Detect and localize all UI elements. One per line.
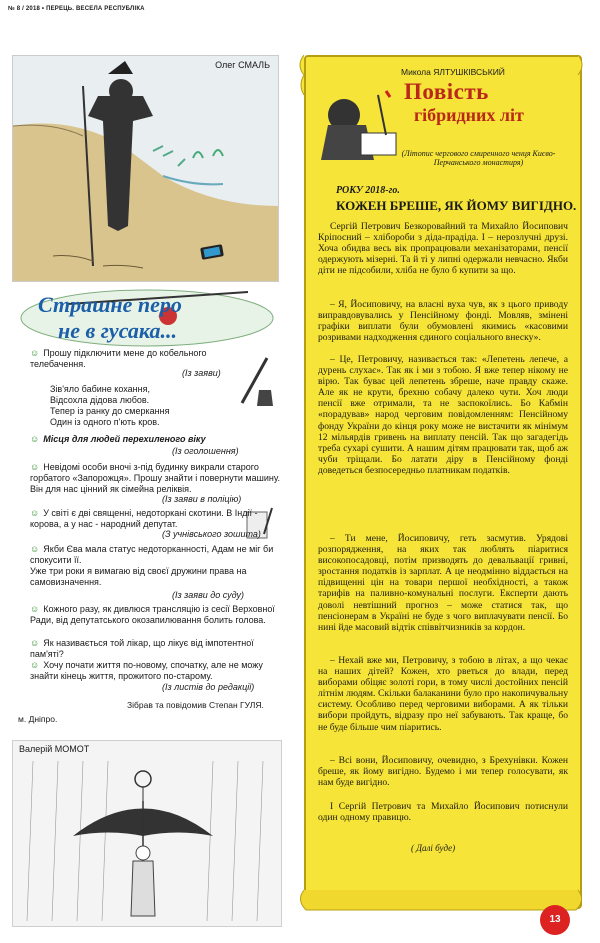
list-item: ☺ У світі є дві священні, недоторкані скотини. В Індії - корова, а у нас - народний депутат. bbox=[30, 508, 258, 529]
list-item: ☺ Якби Єва мала статус недоторканності, Адам не міг би спокусити її. Уже три роки я вимагаю від своєї дружини права на самовизначення. bbox=[30, 544, 274, 587]
monk-scribe-icon bbox=[316, 85, 401, 165]
smiley-icon: ☺ bbox=[30, 660, 40, 670]
poem-line: Відсохла дідова любов. bbox=[50, 395, 150, 405]
smiley-icon: ☺ bbox=[30, 638, 40, 648]
story-paragraph: І Сергій Петрович та Михайло Йосипович потиснули один одному правицю. bbox=[318, 801, 568, 824]
smiley-icon: ☺ bbox=[30, 604, 40, 614]
smiley-icon: ☺ bbox=[30, 508, 40, 518]
item-source: (Із заяви в поліцію) bbox=[162, 494, 242, 504]
story-title-line1: Повість bbox=[404, 79, 489, 104]
humor-title-line1: Страшне перо bbox=[38, 292, 182, 317]
humor-title bbox=[18, 286, 276, 348]
story-paragraph: – Це, Петровичу, називається так: «Лепетень лепече, а дурень слухає». Так як і ми з тобою. Я вже тепер нікому не вірю. Так буває цей лепетень збреше, наче правду скаже. Але як не крути, брехню собачу далеко чути. Хоч люди пенсії вже отримали, та не заспокоїлись. Бо Кабмін «порадував» народ черговим повідомленням: Пенсійному фонду України до кінця року може не вистачити як мінімум 12 мільярдів гривень на виплату пенсій. Так що загадегідь треба сухарі сушити. А нашим дітям працювати так, щоб аж чуби тріщали. Бо латати діру в Пенсійному фонді доведеться безпосередньо платникам податків. bbox=[318, 354, 568, 476]
inkpot-icon bbox=[237, 348, 277, 408]
item-source: (З учнівського зошита) bbox=[162, 529, 261, 539]
list-item: ☺ Кожного разу, як дивлюся трансляцію із сесії Верховної Ради, від депутатського окозапилювання болить голова. bbox=[30, 604, 275, 625]
smiley-icon: ☺ bbox=[30, 544, 40, 554]
poem-line: Тепер із ранку до смеркання bbox=[50, 406, 170, 416]
list-item: ☺ Невідомі особи вночі з-під будинку викрали старого горбатого «Запорожця». Прошу знайти і повернути машину. Він для нас цінний як сімейна реліквія. bbox=[30, 462, 280, 494]
story-scroll bbox=[296, 45, 586, 920]
poem-line: Один із одного п'ють кров. bbox=[50, 417, 160, 427]
story-paragraph: – Нехай вже ми, Петровичу, з тобою в літах, а що чекає на наших дітей? Кожен, хто рветься до влади, перед виборами обіцяє золоті гори, в тому числі достойних пенсій літнім людям. Скільки балаканини було про накопичувальну систему. Особливо перед черговими виборами. А як тільки вибори пройдуть, відразу про неї забувають. Так краще, бо не буде більше чим піаритись. bbox=[318, 655, 568, 733]
story-paragraph: – Ти мене, Йосиповичу, геть засмутив. Урядові розпорядження, на яких так люблять піаритися високопосадовці, потім призводять до девальвації гривні, зростання податків із зарплат. А це неодмінно віддається на підвищенні цін на товари першої необхідності, а також тарифів на паливно-комунальні послуги. Експерти дають доволі невтішний прогноз – може статися так, що пенсіонерам в Україні не буде з чого виплачувати пенсії. Бо нині йде масовий відтік співвітчизників за кордон. bbox=[318, 533, 568, 633]
story-paragraph: – Всі вони, Йосиповичу, очевидно, з Брехунівки. Кожен бреше, як йому вигідно. Будемо і ми тепер голосувати, як нам буде вигідно. bbox=[318, 755, 568, 789]
page-number: 13 bbox=[540, 905, 570, 935]
humor-section bbox=[12, 286, 280, 726]
poem-line: Зів'яло бабине кохання, bbox=[50, 384, 150, 394]
cartoon-author: Олег СМАЛЬ bbox=[215, 60, 270, 70]
cartoon-umbrella-drawing bbox=[13, 741, 281, 926]
cartoon-author: Валерій МОМОТ bbox=[19, 744, 90, 754]
scroll-edges bbox=[296, 45, 586, 920]
story-heading: КОЖЕН БРЕШЕ, ЯК ЙОМУ ВИГІДНО. bbox=[336, 198, 577, 213]
story-title-line2: гібридних літ bbox=[414, 105, 524, 125]
list-item: ☺ Як називається той лікар, що лікує від імпотентної пам'яті? bbox=[30, 638, 254, 659]
page-header: № 8 / 2018 • ПЕРЕЦЬ. ВЕСЕЛА РЕСПУБЛІКА bbox=[8, 6, 145, 12]
item-source: (Із оголошення) bbox=[172, 446, 239, 456]
to-be-continued: ( Далі буде) bbox=[411, 843, 456, 853]
humor-title-graphic bbox=[18, 286, 276, 348]
compiled-by: Зібрав та повідомив Степан ГУЛЯ. bbox=[127, 700, 264, 710]
list-item: ☺ Прошу підключити мене до кобельного телебачення. bbox=[30, 348, 207, 369]
smiley-icon: ☺ bbox=[30, 348, 40, 358]
city: м. Дніпро. bbox=[18, 714, 58, 724]
story-subtitle: (Літопис чергового смиренного ченця Києво-Перчанського монастиря) bbox=[401, 149, 556, 167]
item-source: (Із заяви до суду) bbox=[172, 590, 245, 600]
cartoon-pilgrim bbox=[12, 55, 279, 282]
list-item: ☺ Хочу почати життя по-новому, спочатку, але не можу знайти кінець життя, прожитого по-старому. bbox=[30, 660, 263, 681]
story-paragraph: – Я, Йосиповичу, на власні вуха чув, як з цього приводу виправдовувались у Пенсійному фонді. Мовляв, змінені графіки виплати були обумовлені якимись «касовими розривами надходження єдиного соціального внеску». bbox=[318, 299, 568, 344]
item-source: (Із листів до редакції) bbox=[162, 682, 255, 692]
cartoon-umbrella bbox=[12, 740, 282, 927]
story-paragraph: Сергій Петрович Безкоровайний та Михайло Йосипович Кріпосний – хлібороби з діда-прадіда. І – нерозлучні друзі. Хоча обидва весь вік пропрацювали механізаторами, пенсії одержують мізерні. Та й ті у липні одержали невчасно. Якби діти не підсобили, хліба не було б купити за що. bbox=[318, 221, 568, 277]
smiley-icon: ☺ bbox=[30, 462, 40, 472]
story-author: Микола ЯЛТУШКІВСЬКИЙ bbox=[401, 67, 505, 77]
cartoon-pilgrim-drawing bbox=[13, 56, 278, 281]
list-item: ☺ Місця для людей перехиленого віку bbox=[30, 434, 206, 444]
humor-title-line2: не в гусака... bbox=[58, 318, 177, 343]
smiley-icon: ☺ bbox=[30, 434, 40, 444]
story-year: РОКУ 2018-го. bbox=[336, 185, 400, 196]
item-source: (Із заяви) bbox=[182, 368, 221, 378]
